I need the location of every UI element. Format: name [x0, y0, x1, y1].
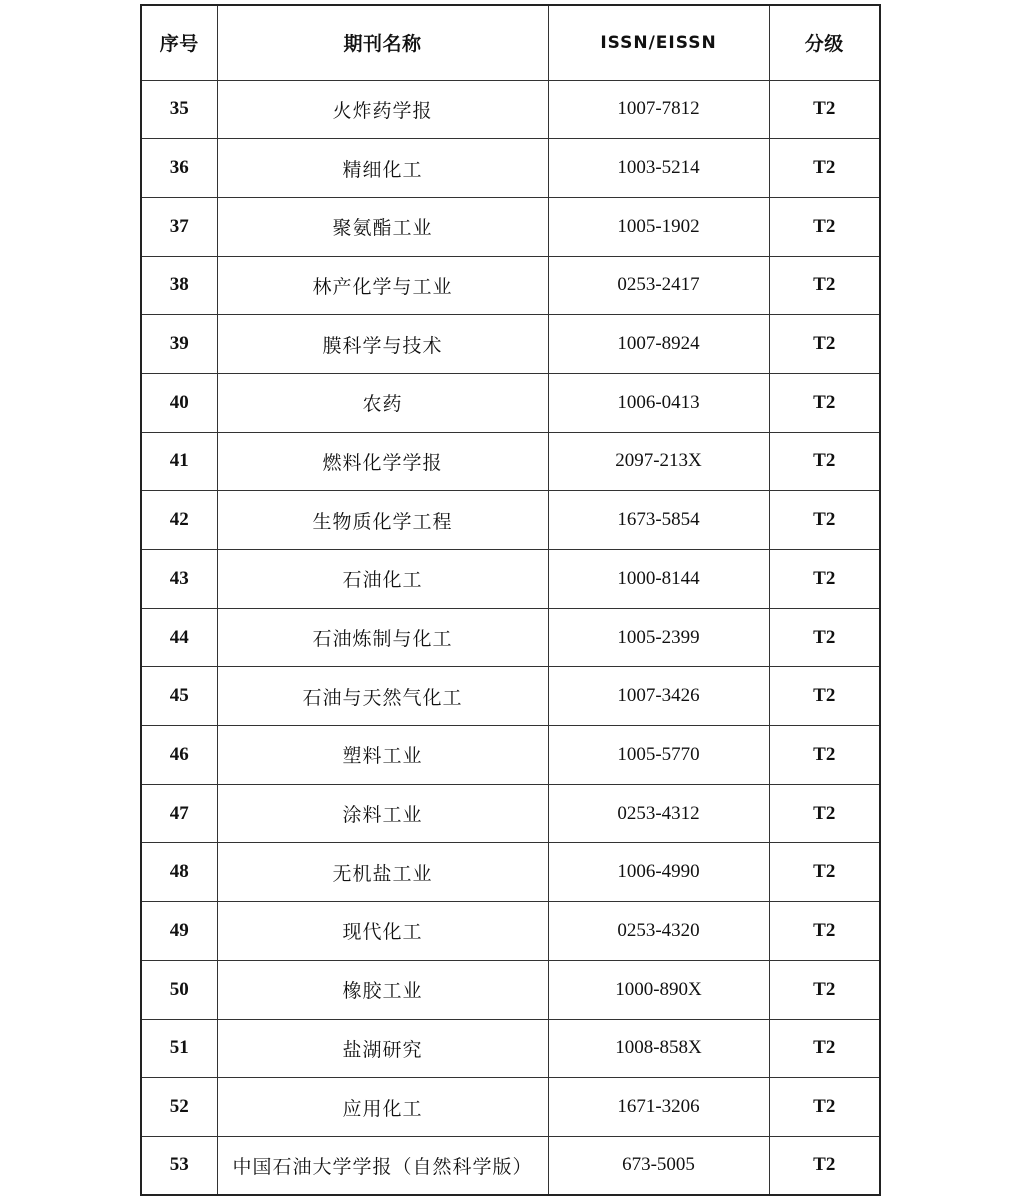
cell-journal-name: 现代化工	[217, 902, 548, 961]
cell-level: T2	[769, 726, 880, 785]
cell-journal-name: 石油化工	[217, 550, 548, 609]
cell-level: T2	[769, 256, 880, 315]
cell-serial-number: 41	[141, 432, 217, 491]
cell-serial-number: 52	[141, 1078, 217, 1137]
cell-issn: 1673-5854	[548, 491, 769, 550]
cell-level: T2	[769, 608, 880, 667]
cell-serial-number: 37	[141, 197, 217, 256]
cell-journal-name: 石油与天然气化工	[217, 667, 548, 726]
table-row	[141, 315, 880, 374]
table-row	[141, 1019, 880, 1078]
cell-journal-name: 塑料工业	[217, 726, 548, 785]
cell-journal-name: 橡胶工业	[217, 960, 548, 1019]
cell-serial-number: 46	[141, 726, 217, 785]
table-row	[141, 373, 880, 432]
cell-journal-name: 生物质化学工程	[217, 491, 548, 550]
table-row	[141, 667, 880, 726]
table-row	[141, 550, 880, 609]
cell-journal-name: 农药	[217, 373, 548, 432]
cell-journal-name: 涂料工业	[217, 784, 548, 843]
cell-issn: 1005-5770	[548, 726, 769, 785]
cell-journal-name: 应用化工	[217, 1078, 548, 1137]
cell-level: T2	[769, 550, 880, 609]
cell-level: T2	[769, 1019, 880, 1078]
table-row	[141, 491, 880, 550]
cell-serial-number: 42	[141, 491, 217, 550]
table-row	[141, 960, 880, 1019]
cell-level: T2	[769, 139, 880, 198]
cell-serial-number: 38	[141, 256, 217, 315]
table-row	[141, 608, 880, 667]
cell-level: T2	[769, 902, 880, 961]
cell-journal-name: 精细化工	[217, 139, 548, 198]
cell-issn: 673-5005	[548, 1136, 769, 1195]
cell-issn: 0253-4312	[548, 784, 769, 843]
cell-level: T2	[769, 960, 880, 1019]
cell-level: T2	[769, 843, 880, 902]
header-journal-name: 期刊名称	[217, 5, 548, 80]
cell-serial-number: 51	[141, 1019, 217, 1078]
cell-serial-number: 35	[141, 80, 217, 139]
cell-issn: 1003-5214	[548, 139, 769, 198]
table-row	[141, 784, 880, 843]
cell-issn: 0253-4320	[548, 902, 769, 961]
cell-serial-number: 48	[141, 843, 217, 902]
cell-level: T2	[769, 80, 880, 139]
table-row	[141, 1078, 880, 1137]
cell-serial-number: 44	[141, 608, 217, 667]
cell-issn: 1007-3426	[548, 667, 769, 726]
cell-issn: 1007-8924	[548, 315, 769, 374]
table-header-row	[141, 5, 880, 80]
cell-issn: 1000-890X	[548, 960, 769, 1019]
cell-journal-name: 盐湖研究	[217, 1019, 548, 1078]
cell-level: T2	[769, 432, 880, 491]
cell-issn: 1005-2399	[548, 608, 769, 667]
cell-issn: 1000-8144	[548, 550, 769, 609]
cell-serial-number: 45	[141, 667, 217, 726]
cell-serial-number: 39	[141, 315, 217, 374]
table-row	[141, 197, 880, 256]
cell-issn: 1671-3206	[548, 1078, 769, 1137]
cell-level: T2	[769, 667, 880, 726]
cell-journal-name: 燃料化学学报	[217, 432, 548, 491]
cell-issn: 1007-7812	[548, 80, 769, 139]
cell-serial-number: 47	[141, 784, 217, 843]
cell-issn: 0253-2417	[548, 256, 769, 315]
cell-serial-number: 50	[141, 960, 217, 1019]
cell-serial-number: 43	[141, 550, 217, 609]
cell-issn: 1006-4990	[548, 843, 769, 902]
journal-grading-table	[140, 4, 881, 1196]
table-row	[141, 256, 880, 315]
cell-journal-name: 膜科学与技术	[217, 315, 548, 374]
table-row	[141, 80, 880, 139]
table-row	[141, 139, 880, 198]
table-row	[141, 843, 880, 902]
cell-journal-name: 林产化学与工业	[217, 256, 548, 315]
table-row	[141, 1136, 880, 1195]
cell-serial-number: 36	[141, 139, 217, 198]
cell-serial-number: 49	[141, 902, 217, 961]
cell-level: T2	[769, 1078, 880, 1137]
cell-issn: 1006-0413	[548, 373, 769, 432]
cell-level: T2	[769, 1136, 880, 1195]
cell-journal-name: 石油炼制与化工	[217, 608, 548, 667]
cell-level: T2	[769, 784, 880, 843]
cell-level: T2	[769, 491, 880, 550]
header-level: 分级	[769, 5, 880, 80]
cell-journal-name: 聚氨酯工业	[217, 197, 548, 256]
cell-journal-name: 无机盐工业	[217, 843, 548, 902]
cell-issn: 1005-1902	[548, 197, 769, 256]
cell-issn: 1008-858X	[548, 1019, 769, 1078]
cell-serial-number: 40	[141, 373, 217, 432]
header-serial-number: 序号	[141, 5, 217, 80]
table-row	[141, 726, 880, 785]
cell-issn: 2097-213X	[548, 432, 769, 491]
table-row	[141, 902, 880, 961]
cell-level: T2	[769, 373, 880, 432]
table-row	[141, 432, 880, 491]
cell-level: T2	[769, 315, 880, 374]
cell-journal-name: 中国石油大学学报（自然科学版）	[217, 1136, 548, 1195]
cell-serial-number: 53	[141, 1136, 217, 1195]
cell-level: T2	[769, 197, 880, 256]
header-issn: ISSN/EISSN	[548, 5, 769, 80]
cell-journal-name: 火炸药学报	[217, 80, 548, 139]
